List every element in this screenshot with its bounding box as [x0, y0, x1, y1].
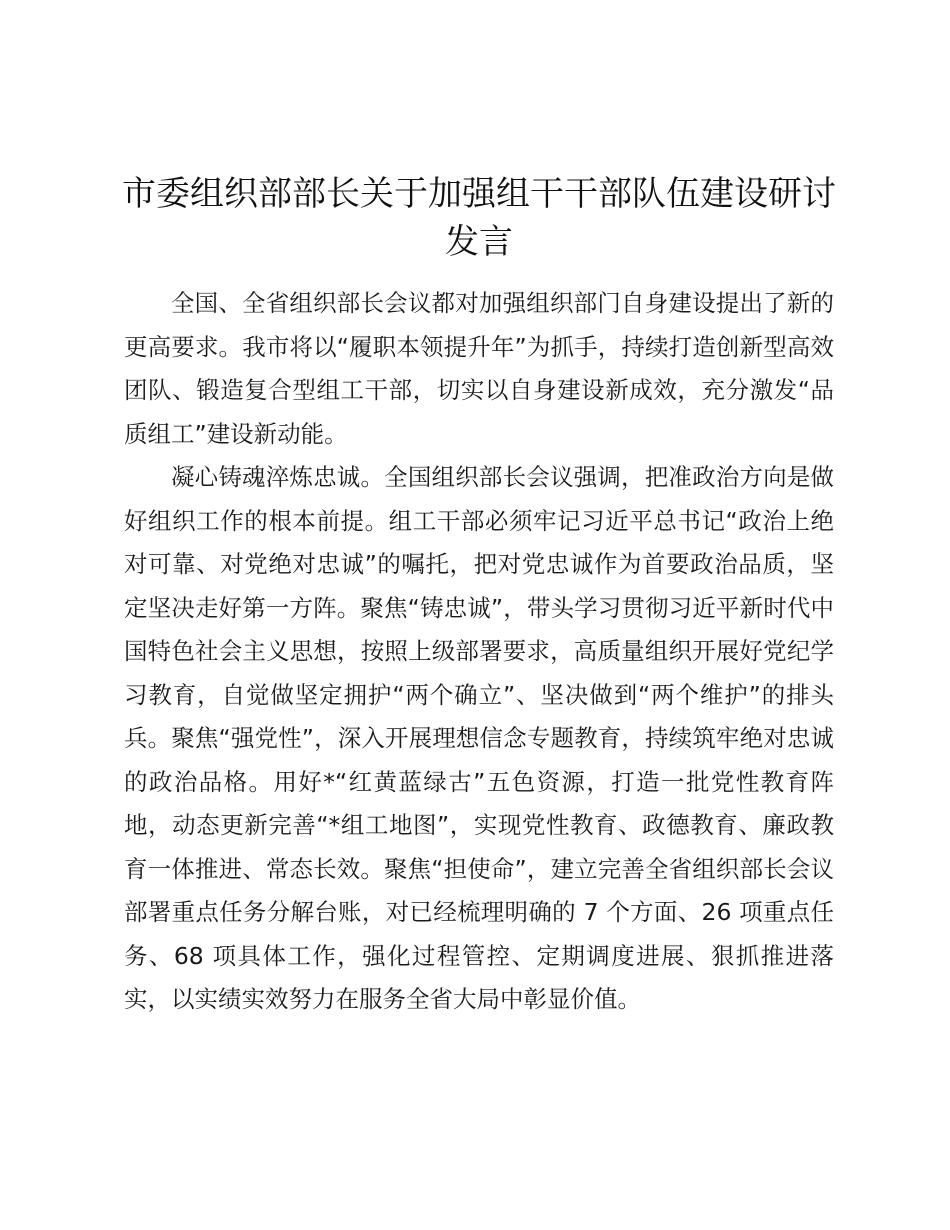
document-title: 市委组织部部长关于加强组干干部队伍建设研讨发言	[122, 174, 836, 262]
paragraph-loyalty: 凝心铸魂淬炼忠诚。全国组织部长会议强调，把准政治方向是做好组织工作的根本前提。组工干部必须牢记习近平总书记“政治上绝对可靠、对党绝对忠诚”的嘱托，把对党忠诚作为首要政治品质，坚定坚决走好第一方阵。聚焦“铸忠诚”，带头学习贯彻习近平新时代中国特色社会主义思想，按照上级部署要求，高质量组织开展好党纪学习教育，自觉做坚定拥护“两个确立”、坚决做到“两个维护”的排头兵。聚焦“强党性”，深入开展理想信念专题教育，持续筑牢绝对忠诚的政治品格。用好*“红黄蓝绿古”五色资源，打造一批党性教育阵地，动态更新完善“*组工地图”，实现党性教育、政德教育、廉政教育一体推进、常态长效。聚焦“担使命”，建立完善全省组织部长会议部署重点任务分解台账，对已经梳理明确的 7 个方面、26 项重点任务、68 项具体工作，强化过程管控、定期调度进展、狠抓推进落实，以实绩实效努力在服务全省大局中彰显价值。	[124, 463, 834, 1013]
paragraph-intro: 全国、全省组织部长会议都对加强组织部门自身建设提出了新的更高要求。我市将以“履职本领提升年”为抓手，持续打造创新型高效团队、锻造复合型组工干部，切实以自身建设新成效，充分激发“品质组工”建设新动能。	[124, 289, 834, 448]
document-body	[124, 170, 834, 1022]
